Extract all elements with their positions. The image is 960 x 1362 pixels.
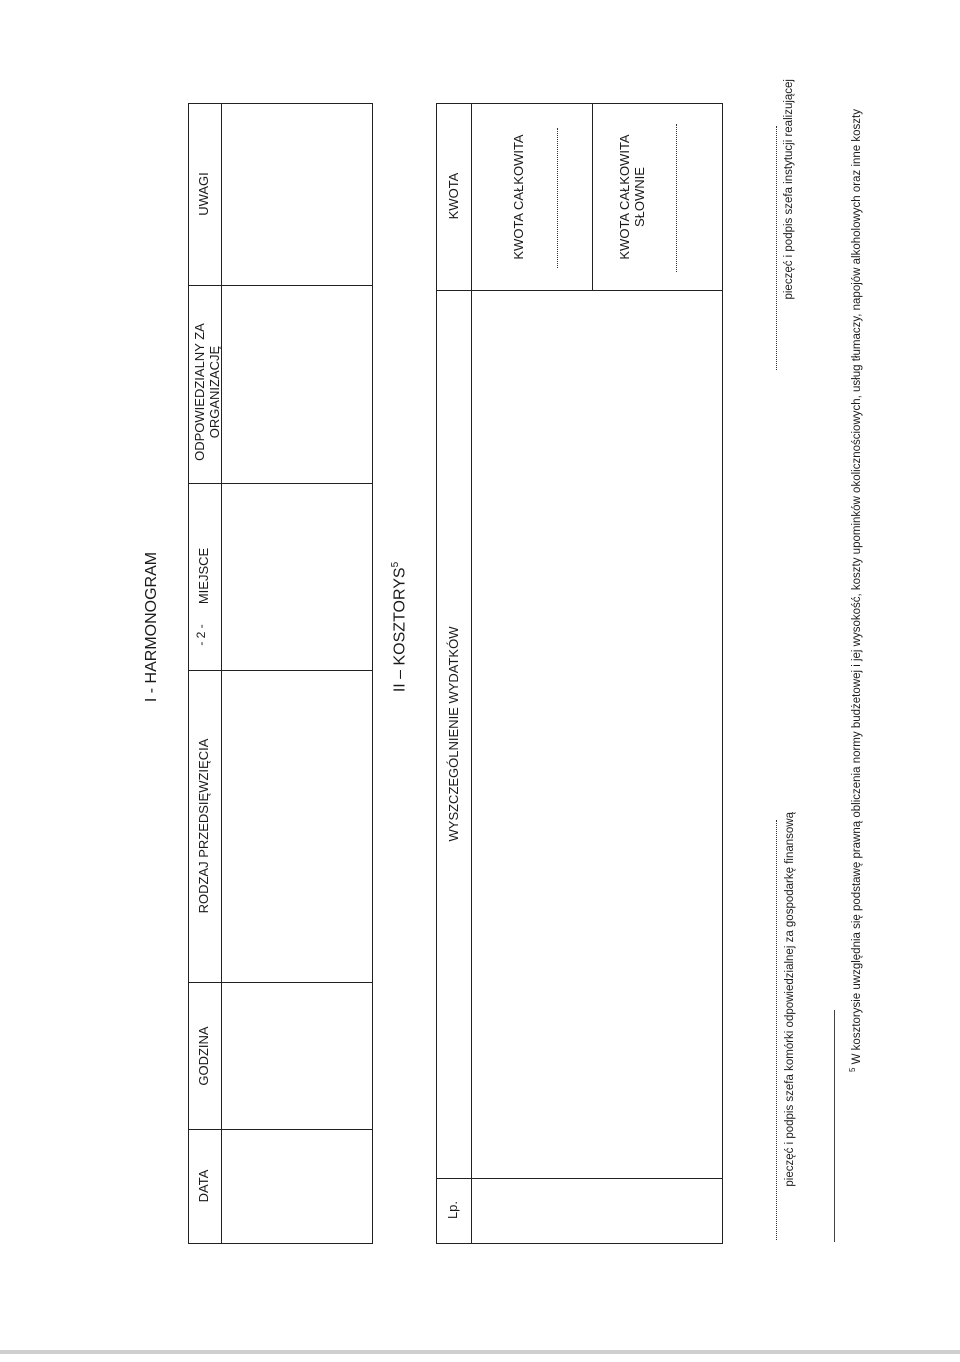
section2-title	[390, 527, 410, 727]
kwota-slownie-label: KWOTA CAŁKOWITA SŁOWNIE	[617, 134, 647, 260]
harmonogram-header-data: DATA	[196, 1169, 211, 1203]
footnote-ref: 5	[390, 561, 401, 568]
signature-left-caption: pieczęć i podpis szefa komórki odpowiedzialnej za gospodarkę finansową	[784, 812, 796, 1187]
footnote-text: W kosztorysie uwzględnia się podstawę prawną obliczenia normy budżetowej i jej wysokość, koszty upominków okolicznościowych, usług tłumaczy, napojów alkoholowych oraz inne koszty	[850, 109, 863, 1065]
harmonogram-header-rodzaj: RODZAJ PRZEDSIĘWZIĘCIA	[196, 738, 211, 914]
footnote-separator	[833, 1006, 834, 1007]
harmonogram-header-miejsce: MIEJSCE	[196, 547, 211, 605]
kosztorys-header-kwota: KWOTA	[446, 172, 461, 220]
signature-left-line	[776, 820, 777, 1240]
footnote-mark: 5	[848, 1067, 857, 1073]
section2-title-text: II – KOSZTORYS	[391, 567, 409, 693]
section1-title: I - HARMONOGRAM	[143, 551, 160, 703]
scan-edge	[0, 1350, 960, 1354]
kwota-calkowita-dots	[557, 128, 558, 268]
kosztorys-header-wyszczegolnienie: WYSZCZEGÓLNIENIE WYDATKÓW	[446, 626, 461, 842]
kwota-calkowita-label: KWOTA CAŁKOWITA	[511, 134, 526, 260]
signature-right-line	[776, 126, 777, 370]
footnote	[848, 109, 864, 1249]
kosztorys-header-lp: Lp.	[445, 1200, 460, 1220]
footnote-rule	[834, 1010, 835, 1242]
harmonogram-header-odpowiedzialny: ODPOWIEDZIALNY ZA ORGANIZACJĘ	[192, 323, 222, 461]
signature-right-caption: pieczęć i podpis szefa instytucji realizującej	[783, 79, 795, 300]
page-number: - 2 -	[194, 624, 208, 646]
harmonogram-header-uwagi: UWAGI	[196, 172, 211, 216]
kwota-slownie-dots	[676, 124, 677, 272]
harmonogram-header-godzina: GODZINA	[196, 1026, 211, 1086]
